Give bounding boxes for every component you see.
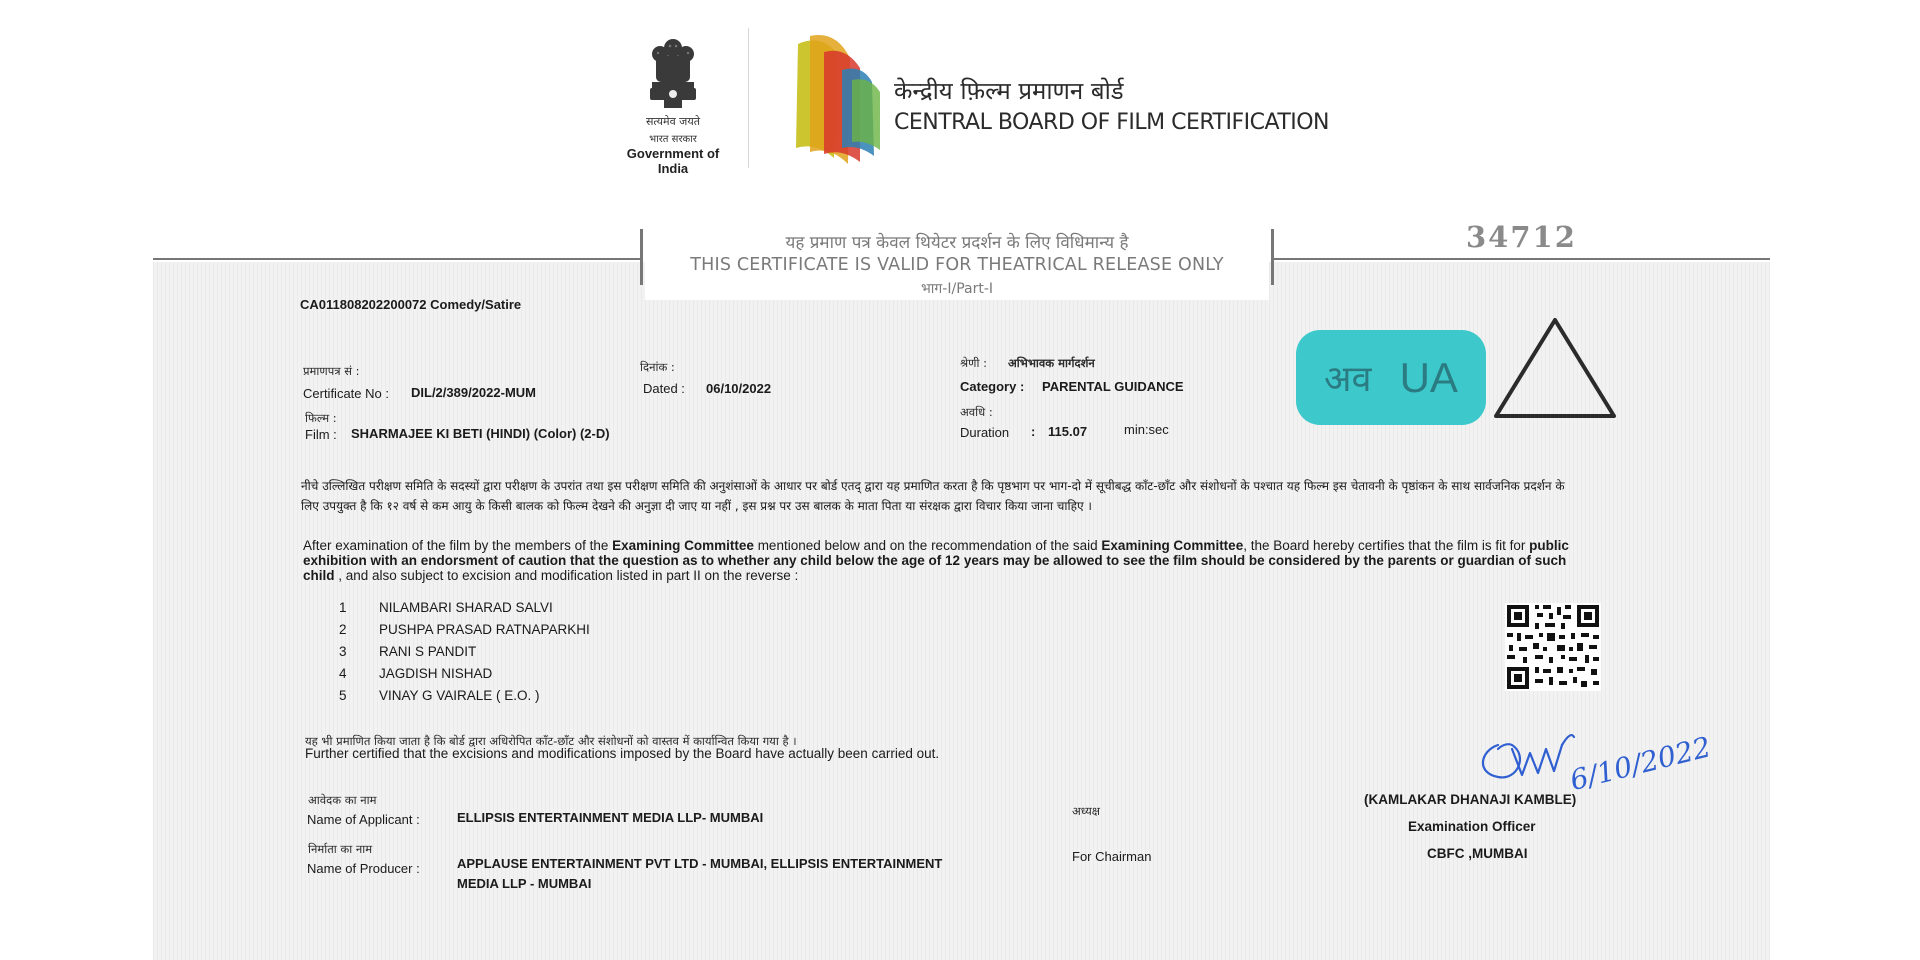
duration-unit: min:sec [1124, 422, 1169, 437]
header-divider [748, 28, 749, 168]
banner-bar-left [640, 229, 643, 285]
officer-title: Examination Officer [1408, 819, 1536, 834]
duration-hindi: अवधि : [960, 405, 993, 419]
category-hindi-label: श्रेणी : [960, 356, 987, 370]
certification-paragraph-hindi: नीचे उल्लिखित परीक्षण समिति के सदस्यों द्वारा परीक्षण के उपरांत तथा इस परीक्षण समिति की अनुशंसाओं के आधार पर बोर्ड एतद् द्वारा यह प्रमाणित करता है कि पृष्ठभाग पर भाग-दो में सूचीबद्ध काँट-छाँट और संशोधनों के पश्चात यह फिल्म इस चेतावनी के पृष्ठांकन के साथ सार्वजनिक प्रदर्शन के लिए उपयुक्त है कि १२ वर्ष से कम आयु के किसी बालक को फिल्म देखने की अनुज्ञा दी जाए या नहीं , इस प्रश्न पर उस बालक के माता पिता या संरक्षक द्वारा विचार किया जाना चाहिए । [301, 479, 1565, 513]
category-label: Category : [960, 379, 1025, 394]
cert-no-label: Certificate No : [303, 386, 389, 401]
producer-label: Name of Producer : [307, 861, 420, 876]
validity-banner [645, 228, 1269, 300]
board-name-hindi: केन्द्रीय फ़िल्म प्रमाणन बोर्ड [894, 77, 1124, 105]
film-hindi: फिल्म : [305, 411, 337, 425]
banner-rule-right [1274, 258, 1770, 260]
cert-no-hindi: प्रमाणपत्र सं : [303, 364, 360, 378]
duration-label: Duration [960, 425, 1010, 440]
chairman-hindi: अध्यक्ष [1072, 804, 1101, 818]
rating-english: UA [1399, 353, 1458, 401]
cert-no-value: DIL/2/389/2022-MUM [411, 385, 536, 400]
further-certified-english: Further certified that the excisions and modifications imposed by the Board have actually been carried out. [305, 746, 940, 761]
banner-rule-left [153, 258, 641, 260]
banner-bar-right [1271, 229, 1274, 285]
government-emblem [610, 36, 736, 176]
emblem-motto: सत्यमेव जयते [645, 115, 700, 128]
applicant-hindi: आवेदक का नाम [308, 793, 377, 807]
date-hindi: दिनांक : [640, 360, 675, 374]
producer-hindi: निर्माता का नाम [308, 842, 373, 856]
category-value: PARENTAL GUIDANCE [1042, 379, 1184, 394]
lion-capital-icon [642, 36, 704, 112]
duration-separator: : [1031, 424, 1036, 439]
qr-code-icon [1505, 603, 1601, 691]
rating-triangle-icon [1490, 314, 1620, 420]
part-label: भाग-I/Part-I [920, 281, 994, 297]
rating-hindi: अव [1324, 359, 1372, 400]
validity-english: THIS CERTIFICATE IS VALID FOR THEATRICAL RELEASE ONLY [690, 255, 1224, 275]
rating-badge [1296, 330, 1486, 425]
film-value: SHARMAJEE KI BETI (HINDI) (Color) (2-D) [351, 426, 610, 441]
emblem-hindi-govt: भारत सरकार [649, 134, 697, 145]
serial-number: 34712 [1466, 220, 1577, 254]
applicant-label: Name of Applicant : [307, 812, 420, 827]
government-of-india-label: Government of India [626, 146, 720, 176]
signature-date: 6/10/2022 [1566, 730, 1715, 797]
film-label: Film : [305, 427, 337, 442]
validity-hindi: यह प्रमाण पत्र केवल थियेटर प्रदर्शन के लिए विधिमान्य है [785, 233, 1129, 253]
cbfc-logo-icon [790, 30, 886, 166]
officer-office: CBFC ,MUMBAI [1427, 846, 1528, 861]
date-value: 06/10/2022 [706, 381, 772, 396]
board-name-english: CENTRAL BOARD OF FILM CERTIFICATION [894, 110, 1330, 135]
further-certified-hindi: यह भी प्रमाणित किया जाता है कि बोर्ड द्वारा अधिरोपित काँट-छाँट और संशोधनों को वास्तव में कार्यान्वित किया गया है । [305, 734, 797, 748]
category-hindi-value: अभिभावक मार्गदर्शन [1008, 356, 1095, 370]
applicant-value: ELLIPSIS ENTERTAINMENT MEDIA LLP- MUMBAI [457, 810, 764, 825]
code-genre: CA011808202200072 Comedy/Satire [300, 297, 522, 312]
certification-paragraph-english: After examination of the film by the members of the Examining Committee mentioned below and on the recommendation of the said Examining Committee, the Board hereby certifies that the film is fit for public exhibition with an endorsment of caution that the question as to whether any child below the age of 12 years may be allowed to see the film should be considered by the parents or guardian of such child , and also subject to excision and modification listed in part II on the reverse : [303, 538, 1569, 583]
producer-value-line1: APPLAUSE ENTERTAINMENT PVT LTD - MUMBAI, ELLIPSIS ENTERTAINMENT [457, 856, 943, 871]
date-label: Dated : [643, 381, 685, 396]
officer-name: (KAMLAKAR DHANAJI KAMBLE) [1364, 792, 1577, 807]
duration-value: 115.07 [1048, 424, 1088, 439]
for-chairman-label: For Chairman [1072, 849, 1152, 864]
producer-value-line2: MEDIA LLP - MUMBAI [457, 876, 592, 891]
officer-signature-icon [1468, 715, 1715, 797]
